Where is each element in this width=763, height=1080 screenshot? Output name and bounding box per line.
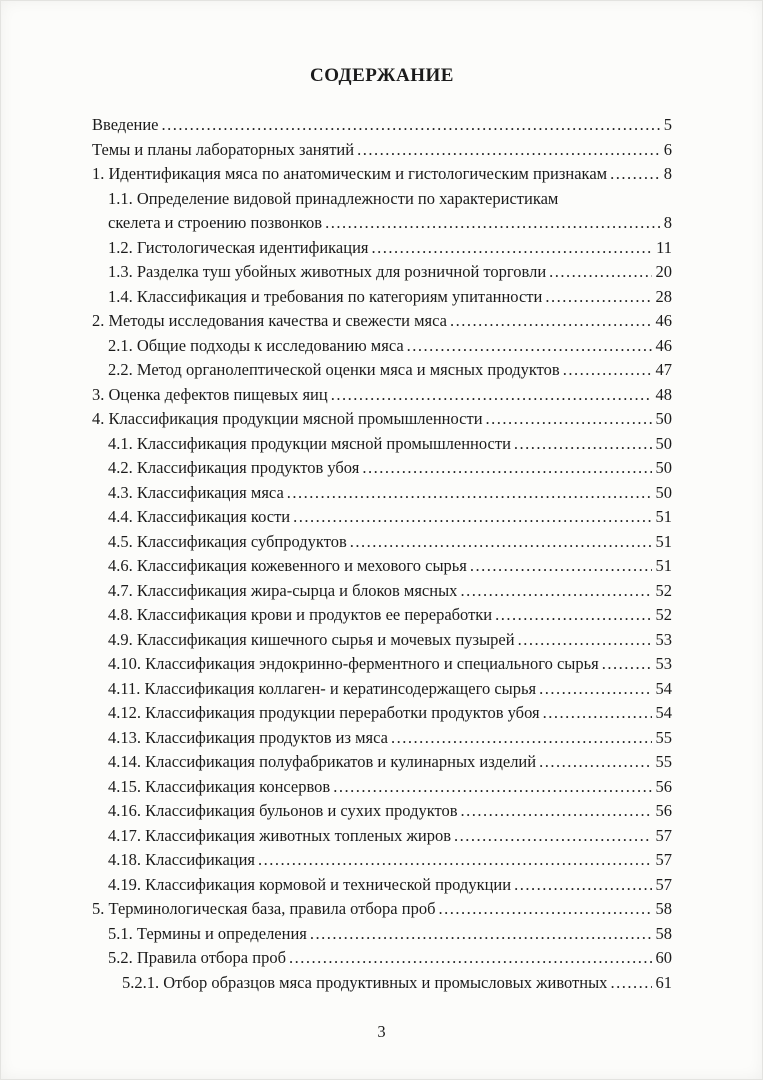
dot-leader xyxy=(539,750,651,775)
toc-entry xyxy=(92,775,672,800)
toc-line xyxy=(108,603,672,628)
toc-entry xyxy=(92,138,672,163)
dot-leader xyxy=(549,260,651,285)
toc-entry xyxy=(92,456,672,481)
toc-entry-label: 4.1. Классификация продукции мясной промышленности xyxy=(108,433,511,453)
toc-list xyxy=(92,113,672,995)
toc-page-number: 55 xyxy=(655,727,672,747)
toc-entry-label: 3. Оценка дефектов пищевых яиц xyxy=(92,384,328,404)
dot-leader xyxy=(438,897,651,922)
dot-leader xyxy=(289,946,652,971)
dot-leader xyxy=(391,726,652,751)
toc-entry-label: 1.1. Определение видовой принадлежности по характеристикам xyxy=(108,188,559,208)
toc-entry-label: 4.13. Классификация продуктов из мяса xyxy=(108,727,388,747)
toc-entry-label: 4.17. Классификация животных топленых жиров xyxy=(108,825,452,845)
toc-entry xyxy=(92,628,672,653)
dot-leader xyxy=(518,628,652,653)
toc-entry xyxy=(92,481,672,506)
toc-page-number: 6 xyxy=(663,139,672,159)
toc-line xyxy=(108,799,672,824)
toc-entry xyxy=(92,897,672,922)
toc-entry xyxy=(92,432,672,457)
toc-entry-label: 4.7. Классификация жира-сырца и блоков мясных xyxy=(108,580,458,600)
toc-entry-label: 4.19. Классификация кормовой и технической продукции xyxy=(108,874,512,894)
toc-page-number: 51 xyxy=(655,507,672,526)
dot-leader xyxy=(407,334,652,359)
toc-line xyxy=(108,211,672,236)
toc-entry-label: 5.2.1. Отбор образцов мяса продуктивных и промысловых животных xyxy=(122,972,608,992)
toc-entry-label: 4.15. Классификация консервов xyxy=(108,776,331,796)
toc-entry xyxy=(92,309,672,334)
dot-leader xyxy=(563,358,652,383)
toc-entry xyxy=(92,236,672,261)
toc-line xyxy=(108,285,672,310)
toc-page-number: 55 xyxy=(655,752,672,771)
dot-leader xyxy=(362,456,651,481)
toc-line xyxy=(108,334,672,359)
dot-leader xyxy=(331,383,652,408)
toc-entry xyxy=(92,383,672,408)
toc-entry-label: Введение xyxy=(92,115,159,134)
toc-entry xyxy=(92,677,672,702)
page-title: СОДЕРЖАНИЕ xyxy=(310,65,454,86)
toc-entry-label: 4.2. Классификация продуктов убоя xyxy=(108,458,360,477)
toc-entry xyxy=(92,750,672,775)
toc-line xyxy=(108,554,672,579)
toc-line xyxy=(108,775,672,800)
dot-leader xyxy=(461,799,652,824)
toc-page-number: 60 xyxy=(655,948,672,967)
toc-entry-label: 1.3. Разделка туш убойных животных для розничной торговли xyxy=(108,262,547,281)
dot-leader xyxy=(357,138,660,163)
toc-entry-label: 5.1. Термины и определения xyxy=(108,923,307,943)
toc-entry-label: 4.16. Классификация бульонов и сухих продуктов xyxy=(108,801,458,820)
toc-line xyxy=(108,701,672,726)
toc-page-number: 61 xyxy=(655,972,672,992)
toc-page-number: 56 xyxy=(655,801,672,820)
toc-entry-label: 2. Методы исследования качества и свежести мяса xyxy=(92,311,447,330)
toc-line xyxy=(108,579,672,604)
toc-entry-label: 1. Идентификация мяса по анатомическим и гистологическим признакам xyxy=(92,164,608,183)
toc-entry-label: 4.12. Классификация продукции переработки продуктов убоя xyxy=(108,703,540,722)
toc-entry-label: скелета и строению позвонков xyxy=(108,213,323,232)
dot-leader xyxy=(258,848,651,873)
toc-page-number: 52 xyxy=(655,605,672,624)
toc-entry xyxy=(92,848,672,873)
toc-entry-label: 4. Классификация продукции мясной промышленности xyxy=(92,409,483,428)
toc-page-number: 50 xyxy=(655,458,672,477)
toc-entry-label: 1.4. Классификация и требования по категориям упитанности xyxy=(108,286,543,306)
toc-page-number: 53 xyxy=(655,654,672,673)
toc-entry xyxy=(92,946,672,971)
dot-leader xyxy=(610,162,660,187)
toc-entry-label: 4.3. Классификация мяса xyxy=(108,482,284,502)
dot-leader xyxy=(325,211,660,236)
toc-page-number: 51 xyxy=(655,556,672,575)
toc-page-number: 8 xyxy=(663,213,672,232)
toc-entry xyxy=(92,603,672,628)
dot-leader xyxy=(287,481,652,506)
toc-page-number: 52 xyxy=(655,580,672,600)
footer-page-number: 3 xyxy=(377,1022,386,1041)
dot-leader xyxy=(486,407,652,432)
dot-leader xyxy=(545,285,651,310)
dot-leader xyxy=(543,701,652,726)
toc-entry-label: 2.1. Общие подходы к исследованию мяса xyxy=(108,335,404,355)
toc-line xyxy=(108,456,672,481)
dot-leader xyxy=(460,579,651,604)
toc-line xyxy=(108,358,672,383)
toc-entry xyxy=(92,922,672,947)
toc-page-number: 54 xyxy=(655,703,672,722)
toc-entry-label: 4.18. Классификация xyxy=(108,850,256,869)
toc-page-number: 51 xyxy=(655,531,672,551)
toc-page-number: 50 xyxy=(655,433,672,453)
toc-line xyxy=(108,505,672,530)
toc-line xyxy=(108,922,672,947)
toc-line xyxy=(108,726,672,751)
dot-leader xyxy=(450,309,652,334)
toc-line xyxy=(92,113,672,138)
toc-entry-label: 4.10. Классификация эндокринно-ферментного и специального сырья xyxy=(108,654,599,673)
toc-line xyxy=(108,260,672,285)
toc-line xyxy=(92,897,672,922)
toc-entry xyxy=(92,799,672,824)
dot-leader xyxy=(454,824,651,849)
dot-leader xyxy=(602,652,652,677)
toc-line xyxy=(108,530,672,555)
toc-page-number: 57 xyxy=(655,825,672,845)
toc-entry-label: 4.8. Классификация крови и продуктов ее переработки xyxy=(108,605,493,624)
toc-entry xyxy=(92,530,672,555)
toc-page-number: 28 xyxy=(655,286,672,306)
dot-leader xyxy=(539,677,651,702)
toc-entry xyxy=(92,358,672,383)
toc-entry xyxy=(92,824,672,849)
toc-entry-label: Темы и планы лабораторных занятий xyxy=(92,139,355,159)
dot-leader xyxy=(495,603,651,628)
toc-line xyxy=(92,138,672,163)
toc-line xyxy=(92,407,672,432)
toc-line xyxy=(108,824,672,849)
toc-line xyxy=(122,971,672,996)
dot-leader xyxy=(310,922,652,947)
toc-line xyxy=(92,383,672,408)
toc-line xyxy=(92,309,672,334)
toc-entry xyxy=(92,187,672,236)
toc-line xyxy=(108,187,672,212)
toc-line xyxy=(108,750,672,775)
toc-entry-label: 4.14. Классификация полуфабрикатов и кулинарных изделий xyxy=(108,752,537,771)
toc-page-number: 53 xyxy=(655,629,672,649)
toc-line xyxy=(108,677,672,702)
toc-page-number: 58 xyxy=(655,899,672,918)
dot-leader xyxy=(514,873,651,898)
toc-entry-label: 1.2. Гистологическая идентификация xyxy=(108,237,369,257)
toc-entry xyxy=(92,579,672,604)
dot-leader xyxy=(293,505,651,530)
toc-entry xyxy=(92,873,672,898)
toc-entry xyxy=(92,971,672,996)
toc-page-number: 8 xyxy=(663,164,672,183)
toc-page-number: 56 xyxy=(655,776,672,796)
toc-entry-label: 2.2. Метод органолептической оценки мяса и мясных продуктов xyxy=(108,360,560,379)
toc-line xyxy=(92,162,672,187)
toc-entry xyxy=(92,701,672,726)
toc-entry-label: 4.9. Классификация кишечного сырья и мочевых пузырей xyxy=(108,629,515,649)
toc-entry-label: 5.2. Правила отбора проб xyxy=(108,948,286,967)
dot-leader xyxy=(333,775,651,800)
toc-line xyxy=(108,652,672,677)
toc-page-number: 57 xyxy=(655,874,672,894)
toc-entry-label: 4.4. Классификация кости xyxy=(108,507,291,526)
toc-page-number: 46 xyxy=(655,335,672,355)
dot-leader xyxy=(514,432,652,457)
toc-line xyxy=(108,628,672,653)
toc-entry xyxy=(92,285,672,310)
toc-line xyxy=(108,946,672,971)
toc-page-number: 57 xyxy=(655,850,672,869)
dot-leader xyxy=(350,530,652,555)
dot-leader xyxy=(610,971,651,996)
toc-line xyxy=(108,432,672,457)
toc-entry xyxy=(92,407,672,432)
toc-line xyxy=(108,481,672,506)
toc-entry xyxy=(92,652,672,677)
toc-page-number: 46 xyxy=(655,311,672,330)
toc-entry xyxy=(92,260,672,285)
toc-page-number: 50 xyxy=(655,482,672,502)
toc-page-number: 20 xyxy=(655,262,672,281)
toc-page-number: 47 xyxy=(655,360,672,379)
dot-leader xyxy=(470,554,652,579)
toc-page-number: 50 xyxy=(655,409,672,428)
toc-line xyxy=(108,236,672,261)
toc-entry xyxy=(92,334,672,359)
toc-entry xyxy=(92,505,672,530)
toc-page-number: 58 xyxy=(655,923,672,943)
toc-line xyxy=(108,848,672,873)
toc-entry xyxy=(92,162,672,187)
toc-entry-label: 4.6. Классификация кожевенного и мехового сырья xyxy=(108,556,467,575)
toc-entry xyxy=(92,726,672,751)
toc-page-number: 5 xyxy=(663,115,672,134)
toc-entry-label: 4.5. Классификация субпродуктов xyxy=(108,531,347,551)
toc-entry-label: 4.11. Классификация коллаген- и кератинсодержащего сырья xyxy=(108,678,537,698)
toc-entry-label: 5. Терминологическая база, правила отбора проб xyxy=(92,899,436,918)
dot-leader xyxy=(372,236,653,261)
toc-page-number: 11 xyxy=(656,237,672,257)
toc-line xyxy=(108,873,672,898)
toc-entry xyxy=(92,113,672,138)
toc-entry xyxy=(92,554,672,579)
toc-page-number: 48 xyxy=(655,384,672,404)
dot-leader xyxy=(162,113,660,138)
toc-page-number: 54 xyxy=(655,678,672,698)
